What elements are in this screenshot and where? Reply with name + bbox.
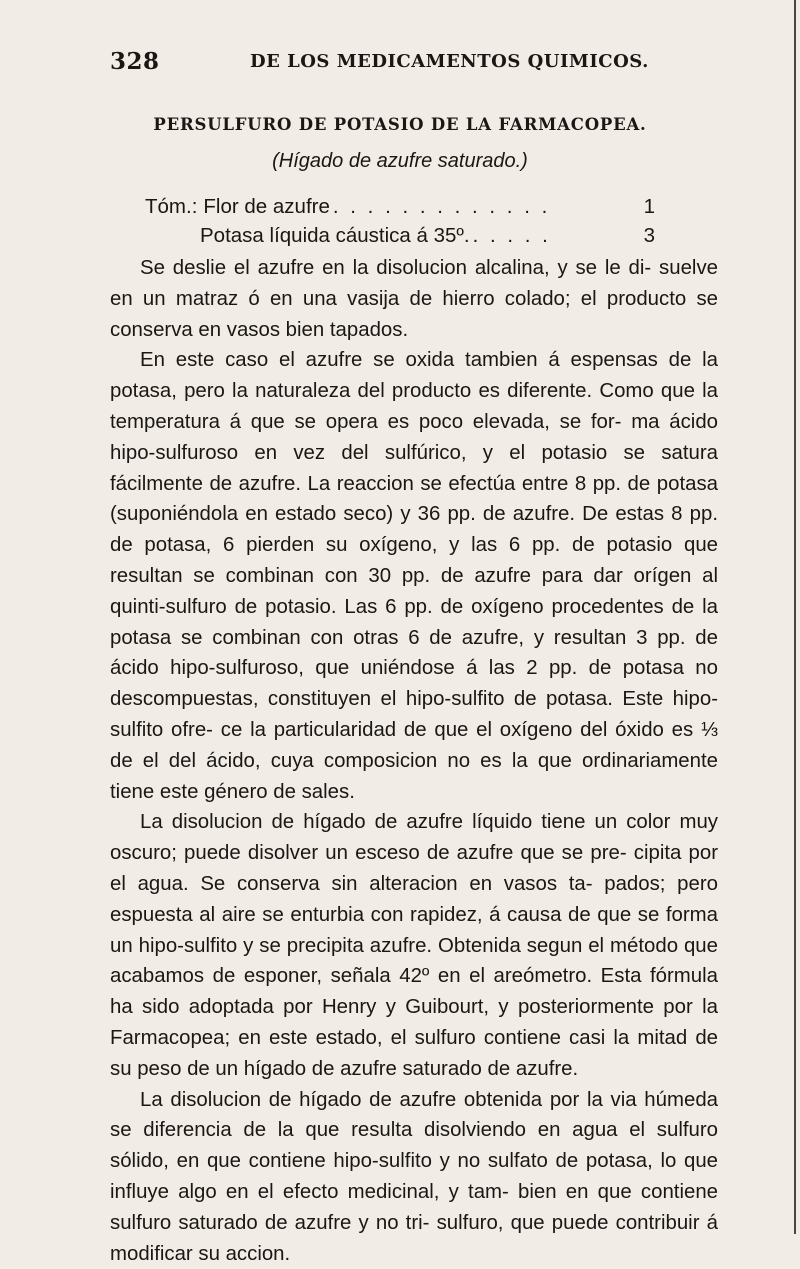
dot-leader: . . . . . . . . . . . . .: [332, 195, 551, 218]
paragraph: La disolucion de hígado de azufre líquido tiene un color muy oscuro; puede disolver un esceso de azufre que se pre- cipita por el agua. Se conserva sin alteracion en vasos ta- pados; pero espuesta al aire se enturbia con rapidez, á causa de que se forma un hipo-sulfito y se precipita azufre. Obtenida segun el método que acabamos de esponer, señala 42º en el areómetro. Esta fórmula ha sido adoptada por Henry y Guibourt, y posteriormente por la Farmacopea; en este estado, el sulfuro contiene casi la mitad de su peso de un hígado de azufre saturado de azufre.: [110, 811, 718, 1080]
recipe-quantity: 1: [643, 195, 655, 218]
dot-leader: . . . . .: [472, 224, 551, 247]
section-subtitle: (Hígado de azufre saturado.): [272, 150, 528, 172]
section-title: PERSULFURO DE POTASIO DE LA FARMACOPEA.: [153, 115, 647, 134]
paragraph: En este caso el azufre se oxida tambien á espensas de la potasa, pero la naturaleza del producto es diferente. Como que la temperatura á que se opera es poco elevada, se for- ma ácido hipo-sulfuroso en vez del sulfúrico, y el potasio se satura fácilmente de azufre. La reaccion se efectúa entre 8 pp. de potasa (suponiéndola en estado seco) y 36 pp. de azufre. De estas 8 pp. de potasa, 6 pierden su oxígeno, y las 6 pp. de potasio que resultan se combinan con 30 pp. de azufre para dar orígen al quinti-sulfuro de potasio. Las 6 pp. de oxígeno procedentes de la potasa se combinan con otras 6 de azufre, y resultan 3 pp. de ácido hipo-sulfuroso, que uniéndose á las 2 pp. de potasa no descompuestas, constituyen el hipo-sulfito de potasa. Este hipo-sulfito ofre- ce la particularidad de que el oxígeno del óxido es ⅓ de el del ácido, cuya composicion no es la que ordinariamente tiene este género de sales.: [110, 349, 718, 803]
recipe-list: [145, 195, 655, 253]
recipe-prefix: Tóm.:: [145, 195, 198, 218]
page-number: 328: [110, 48, 160, 75]
paragraph: La disolucion de hígado de azufre obtenida por la via húmeda se diferencia de la que resulta disolviendo en agua el sulfuro sólido, en que contiene hipo-sulfito y no sulfato de potasa, lo que influye algo en el efecto medicinal, y tam- bien en que contiene sulfuro saturado de azufre y no tri- sulfuro, que puede contribuir á modificar su accion.: [110, 1088, 718, 1265]
page-edge-line: [794, 0, 796, 1234]
body-text: [110, 253, 718, 1269]
recipe-quantity: 3: [643, 224, 655, 247]
page-header: [110, 48, 710, 78]
recipe-row: [145, 224, 655, 253]
recipe-row: [145, 195, 655, 224]
running-head: DE LOS MEDICAMENTOS QUIMICOS.: [250, 51, 649, 72]
recipe-ingredient: Potasa líquida cáustica á 35º.: [200, 224, 470, 247]
recipe-ingredient: Flor de azufre: [203, 195, 330, 218]
paragraph: Se deslie el azufre en la disolucion alcalina, y se le di- suelve en un matraz ó en una vasija de hierro colado; el producto se conserva en vasos bien tapados.: [110, 257, 718, 341]
